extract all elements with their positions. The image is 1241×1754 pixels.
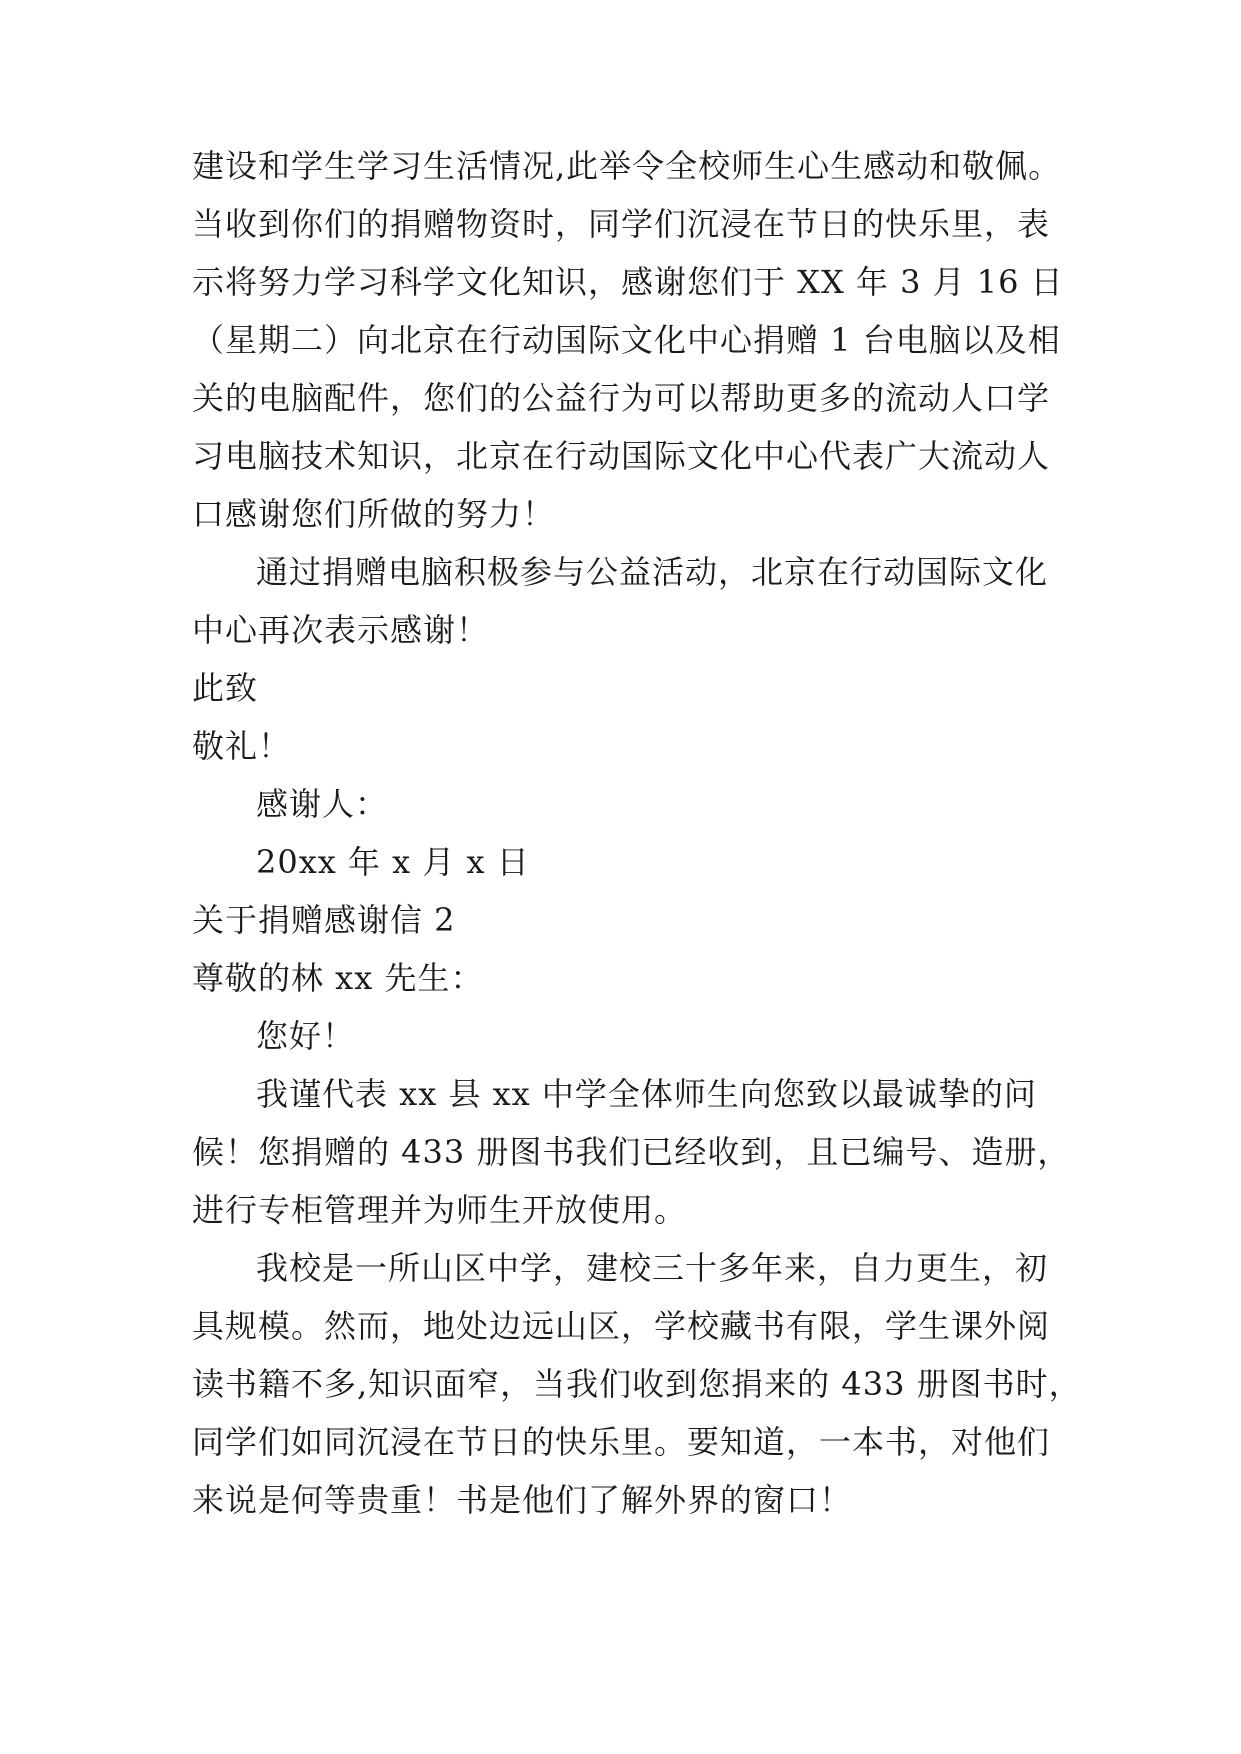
signature-date: 20xx 年 x 月 x 日 <box>256 843 530 881</box>
recipient-greeting: 尊敬的林 xx 先生： <box>192 959 484 997</box>
closing-regards: 敬礼！ <box>192 727 292 765</box>
letter-title: 关于捐赠感谢信 2 <box>192 901 456 939</box>
text-line: 关的电脑配件，您们的公益行为可以帮助更多的流动人口学 <box>192 379 1051 417</box>
greeting: 您好！ <box>256 1017 356 1055</box>
signature-label: 感谢人： <box>256 785 389 823</box>
text-line: 习电脑技术知识，北京在行动国际文化中心代表广大流动人 <box>192 437 1051 475</box>
text-line: 建设和学生学习生活情况,此举令全校师生心生感动和敬佩。 <box>192 147 1062 185</box>
text-line: 进行专柜管理并为师生开放使用。 <box>192 1191 688 1229</box>
text-line: （星期二）向北京在行动国际文化中心捐赠 1 台电脑以及相 <box>192 321 1061 359</box>
text-line: 中心再次表示感谢！ <box>192 611 490 649</box>
text-line: 当收到你们的捐赠物资时，同学们沉浸在节日的快乐里，表 <box>192 205 1051 243</box>
text-line: 读书籍不多,知识面窄，当我们收到您捐来的 433 册图书时， <box>192 1365 1082 1403</box>
text-line: 口感谢您们所做的努力！ <box>192 495 556 533</box>
paragraph-first-line: 我校是一所山区中学，建校三十多年来，自力更生，初 <box>256 1249 1049 1287</box>
text-line: 同学们如同沉浸在节日的快乐里。要知道，一本书，对他们 <box>192 1423 1051 1461</box>
text-line: 来说是何等贵重！书是他们了解外界的窗口！ <box>192 1481 853 1519</box>
text-line: 具规模。然而，地处边远山区，学校藏书有限，学生课外阅 <box>192 1307 1051 1345</box>
paragraph-first-line: 通过捐赠电脑积极参与公益活动，北京在行动国际文化 <box>256 553 1049 591</box>
closing-salutation: 此致 <box>192 669 259 707</box>
text-line: 示将努力学习科学文化知识，感谢您们于 XX 年 3 月 16 日 <box>192 263 1064 301</box>
paragraph-first-line: 我谨代表 xx 县 xx 中学全体师生向您致以最诚挚的问 <box>256 1075 1037 1113</box>
text-line: 候！您捐赠的 433 册图书我们已经收到，且已编号、造册， <box>192 1133 1071 1171</box>
